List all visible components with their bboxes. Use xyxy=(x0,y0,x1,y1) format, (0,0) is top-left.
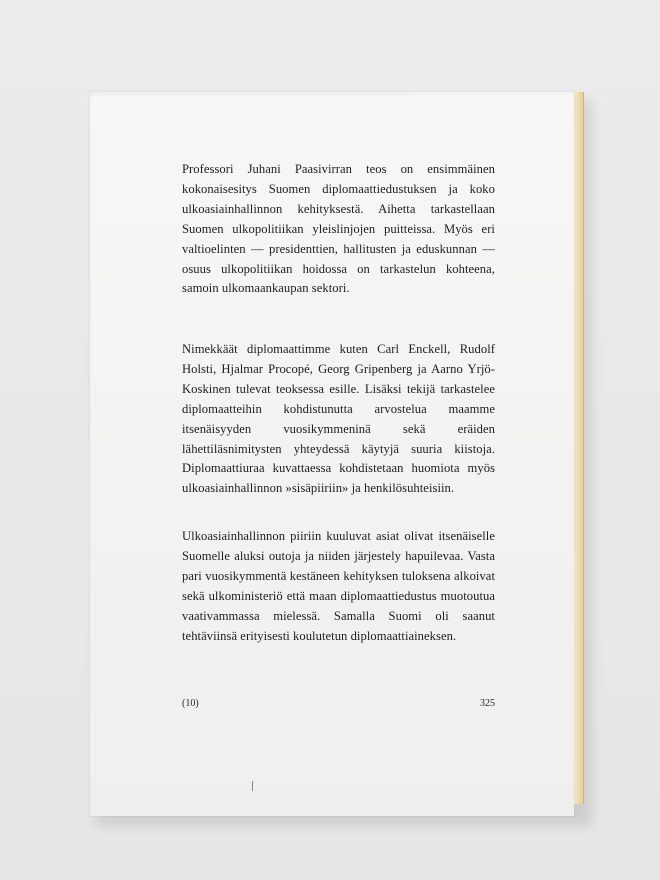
paragraph-1: Professori Juhani Paasivirran teos on ensimmäinen kokonaisesitys Suomen diplomaattiedustuksen ja koko ulkoasiainhallinnon kehityksestä. Aihetta tarkastellaan Suomen ulkopolitiikan yleislinjojen puitteissa. Myös eri valtioelinten — presidenttien, hallitusten ja eduskunnan — osuus ulkopolitiikan hoidossa on tarkastelun kohteena, samoin ulkomaankaupan sektori. xyxy=(182,162,495,296)
footer-left-code: (10) xyxy=(182,698,199,709)
paragraph-3-container xyxy=(182,527,495,646)
bottom-mark xyxy=(252,781,253,791)
paragraph-2: Nimekkäät diplomaattimme kuten Carl Enckell, Rudolf Holsti, Hjalmar Procopé, Georg Gripenberg ja Aarno Yrjö-Koskinen tulevat teoksessa esille. Lisäksi tekijä tarkastelee diplomaatteihin kohdistunutta arvostelua maamme itsenäisyyden vuosikymmeninä sekä eräiden lähettiläsnimitysten yhteydessä käytyjä suuria kiistoja. Diplomaattiuraa kuvattaessa kohdistetaan huomiota myös ulkoasiainhallinnon »sisäpiiriin» ja henkilösuhteisiin. xyxy=(182,342,495,496)
footer-right-code: 325 xyxy=(480,698,495,709)
cover-top-edge xyxy=(90,92,574,96)
cover-footer xyxy=(182,698,495,714)
paragraph-2-container xyxy=(182,340,495,499)
paragraph-1-container xyxy=(182,160,495,299)
paragraph-3: Ulkoasiainhallinnon piiriin kuuluvat asiat olivat itsenäiselle Suomelle aluksi outoja ja niiden järjestely hapuilevaa. Vasta pari vuosikymmentä kestäneen kehityksen tuloksena alkoivat sekä ulkoministeriö että maan diplomaattiedustus muotoutua vaativammassa mielessä. Samalla Suomi oli saanut tehtäviinsä erityisesti koulutetun diplomaattiaineksen. xyxy=(182,529,495,643)
